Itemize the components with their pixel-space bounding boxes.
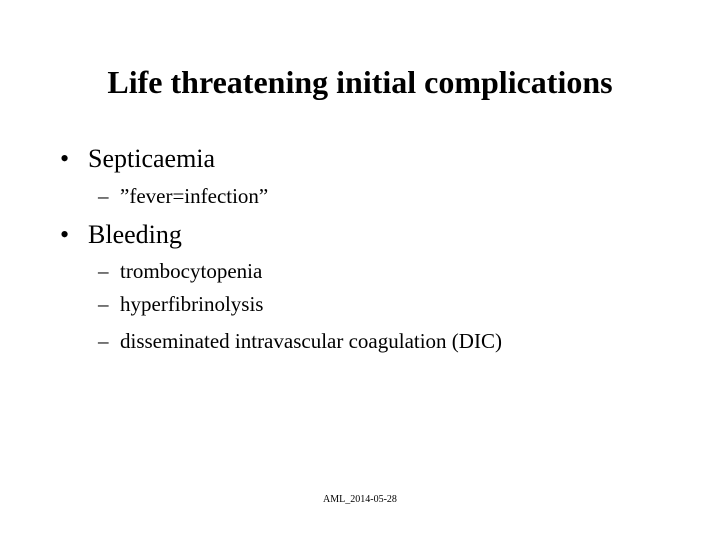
sub-bullet-item (98, 291, 263, 317)
slide-title: Life threatening initial complications (107, 64, 613, 100)
slide-footer: AML_2014-05-28 (323, 494, 397, 505)
bullet-text: Bleeding (88, 220, 182, 249)
bullet-marker: • (60, 144, 70, 173)
bullet-item-bleeding (60, 219, 182, 251)
sub-bullet-text: ”fever=infection” (120, 184, 269, 208)
sub-bullet-item (98, 258, 262, 284)
sub-bullet-item (98, 328, 502, 354)
bullet-item-septicaemia (60, 143, 215, 175)
sub-bullet-text: trombocytopenia (120, 259, 263, 283)
bullet-marker: • (60, 220, 70, 249)
dash-marker: – (98, 329, 109, 353)
dash-marker: – (98, 184, 109, 208)
sub-bullet-text: disseminated intravascular coagulation (DIC) (120, 329, 502, 353)
dash-marker: – (98, 292, 109, 316)
sub-bullet-item (98, 183, 268, 209)
bullet-text: Septicaemia (88, 144, 216, 173)
sub-bullet-text: hyperfibrinolysis (120, 292, 264, 316)
dash-marker: – (98, 259, 109, 283)
